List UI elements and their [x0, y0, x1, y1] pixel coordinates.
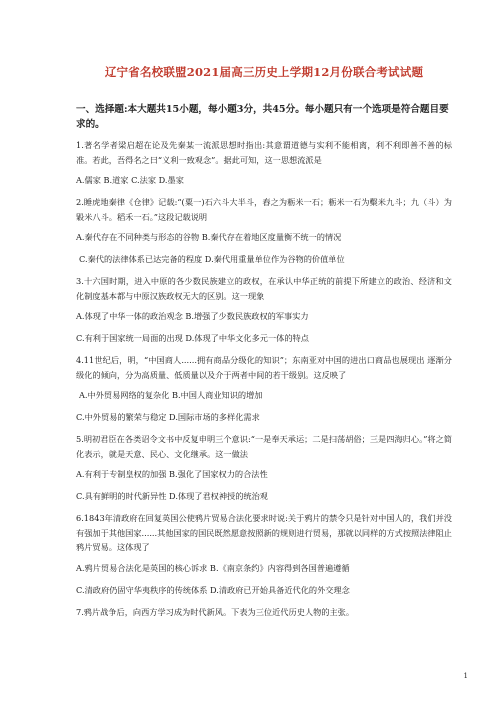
question-2-options-cd: C.秦代的法律体系已达完备的程度 D.秦代用重量单位作为谷物的价值单位	[79, 254, 345, 264]
question-2-stem: 2.睡虎地秦律《仓律》记载:“(粟一)石六斗大半斗，舂之为粝米一石；粝米一石为糳米九斗；九（斗）为毇米八斗。稻禾一石。”这段记载说明	[76, 197, 452, 222]
question-6-stem: 6.1843年清政府在回复英国公使鸦片贸易合法化要求时说:关于鸦片的禁令只是针对中国人的，我们并没有强加于其他国家......其他国家的国民既然愿意按照新的规则进行贸易，那就以同样的方式按照法律阻止鸦片贸易。这体现了	[76, 513, 452, 552]
question-6-options-cd: C.清政府仍固守华夷秩序的传统体系 D.清政府已开始具备近代化的外交理念	[76, 584, 350, 595]
question-5-stem: 5.明初君臣在各类诏令文书中反复申明三个意识:“一是奉天承运；二是扫荡胡俗；三是四海归心。”将之简化表示，就是天意、民心、文化继承。这一做法	[76, 434, 452, 459]
question-3-options-ab: A.体现了中华一体的政治观念 B.增强了少数民族政权的军事实力	[76, 311, 309, 321]
question-7-stem: 7.鸦片战争后，向西方学习成为时代新风。下表为三位近代历史人物的主张。	[76, 606, 355, 617]
question-2-options-ab: A.秦代存在不同种类与形态的谷物 B.秦代存在着地区度量衡不统一的情况	[76, 232, 342, 242]
section-heading: 一、选择题:本大题共15小题，每小题3分，共45分。每小题只有一个选项是符合题目要求的。	[76, 104, 449, 130]
question-1-options: A.儒家 B.道家 C.法家 D.墨家	[76, 175, 184, 185]
question-5-options-cd: C.具有鲜明的时代新异性 D.体现了君权神授的统治观	[76, 491, 268, 501]
page-title: 辽宁省名校联盟2021届高三历史上学期12月份联合考试试题	[104, 65, 424, 79]
question-4-options-cd: C.中外贸易的繁荣与稳定 D.国际市场的多样化需求	[76, 412, 260, 422]
question-4-stem: 4.11世纪后，明，“中国商人......拥有商品分级化的知识”；东南亚对中国的进出口商品也展现出 逐渐分级化的倾向，分为高质量、低质量以及介于两者中间的若干级别。这反映了	[76, 355, 452, 380]
question-5-options-ab: A.有利于专制皇权的加强 B.强化了国家权力的合法性	[76, 469, 268, 479]
question-3-options-cd: C.有利于国家统一局面的出现 D.体现了中华文化多元一体的特点	[76, 333, 309, 343]
question-6-options-ab: A.鸦片贸易合法化是英国的核心诉求 B.《南京条约》内容得到各国普遍遵循	[76, 562, 350, 573]
question-1-stem: 1.著名学者梁启超在论及先秦某一流派思想时指出:其意谓道德与实利不能相离，利不利即善不善的标准。若此，吾得名之曰“义利一致观念”。据此可知，这一思想流派是	[76, 140, 452, 165]
question-3-stem: 3.十六国时期，进入中原的各少数民族建立的政权，在承认中华正统的前提下所建立的政治、经济和文化制度基本都与中原汉族政权无大的区别。这一现象	[76, 276, 452, 301]
page-number: 1	[463, 672, 468, 680]
question-4-options-ab: A.中外贸易网络的复杂化 B.中国人商业知识的增加	[79, 390, 263, 400]
